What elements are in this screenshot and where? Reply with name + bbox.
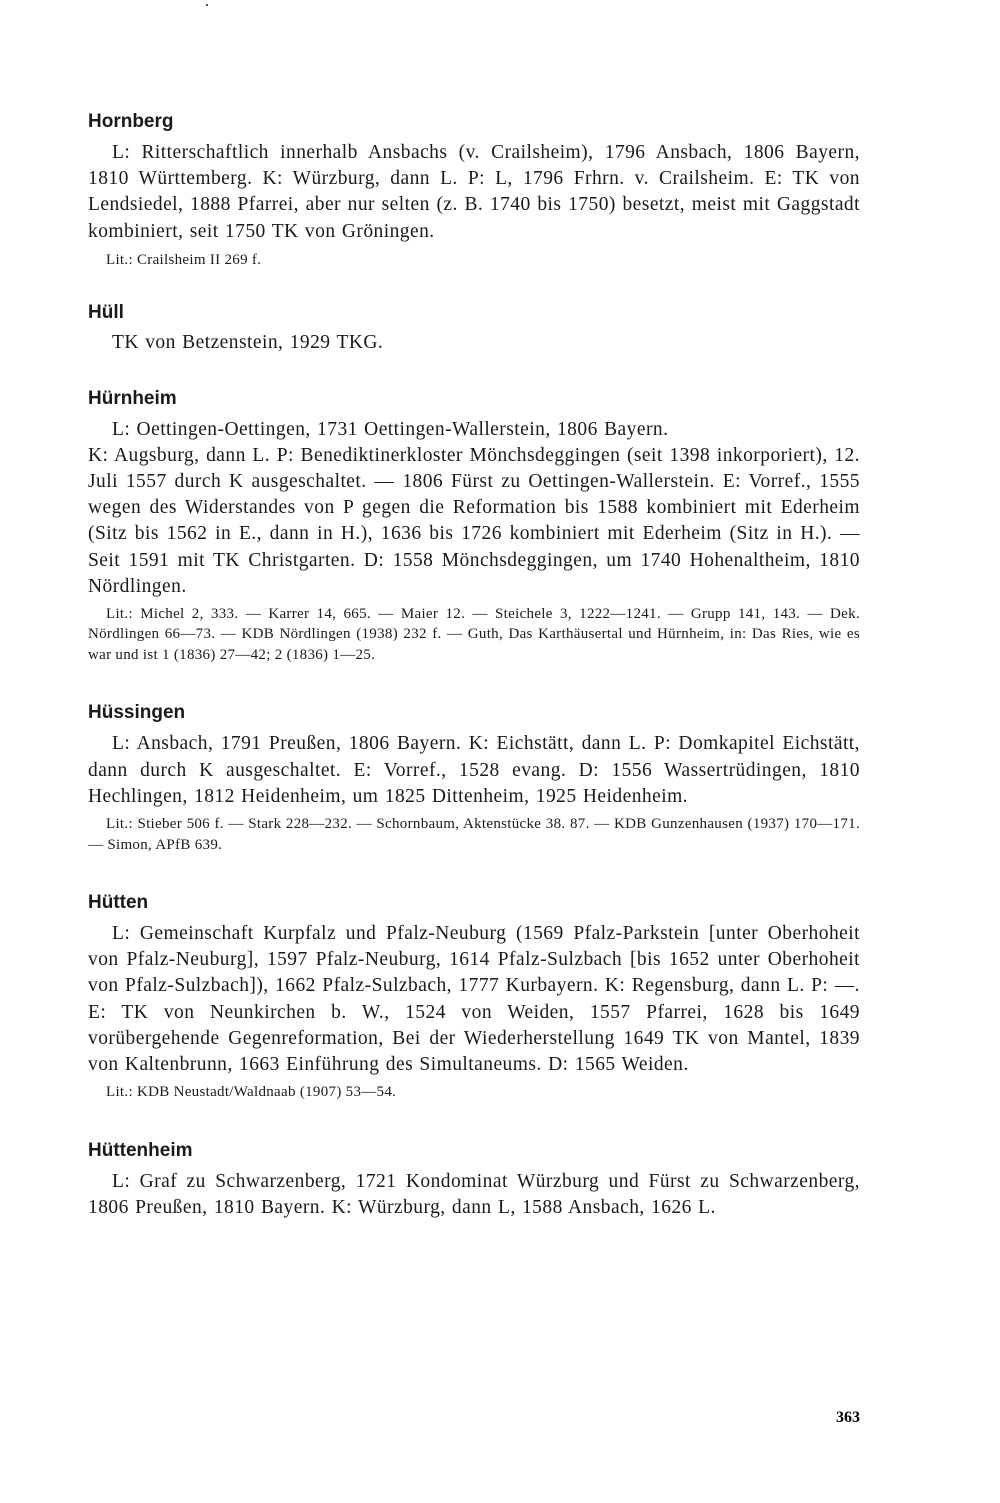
entry-text: L: Graf zu Schwarzenberg, 1721 Kondominat Würzburg und Fürst zu Schwarzenberg, 1806 Preußen, 1810 Bayern. K: Würzburg, dann L, 1588 Ansbach, 1626 L. (88, 1170, 860, 1218)
entry-title: Hürnheim (88, 387, 177, 409)
entry-huettenheim (88, 1137, 860, 1221)
entry-text: L: Ritterschaftlich innerhalb Ansbachs (v. Crailsheim), 1796 Ansbach, 1806 Bayern, 1810 Württemberg. K: Würzburg, dann L. P: L, 1796 Frhrn. v. Crailsheim. E: TK von Lendsiedel, 1888 Pfarrei, aber nur selten (z. B. 1740 bis 1750) besetzt, meist mit Gaggstadt kombiniert, seit 1750 TK von Gröningen. (88, 142, 860, 242)
entry-huetten (88, 889, 860, 1103)
entry-literature: Lit.: KDB Neustadt/Waldnaab (1907) 53—54. (106, 1084, 397, 1101)
entry-literature: Lit.: Stieber 506 f. — Stark 228—232. — Schornbaum, Aktenstücke 38. 87. — KDB Gunzenhausen (1937) 170—171. — Simon, APfB 639. (88, 816, 860, 853)
entry-hornberg (88, 108, 860, 270)
entry-text: L: Gemeinschaft Kurpfalz und Pfalz-Neuburg (1569 Pfalz-Parkstein [unter Oberhoheit von Pfalz-Neuburg], 1597 Pfalz-Neuburg, 1614 Pfalz-Sulzbach [bis 1652 unter Oberhoheit von Pfalz-Sulzbach]), 1662 Pfalz-Sulzbach, 1777 Kurbayern. K: Regensburg, dann L. P: —. E: TK von Neunkirchen b. W., 1524 von Weiden, 1557 Pfarrei, 1628 bis 1649 vorübergehende Gegenreformation, Bei der Wiederherstellung 1649 TK von Mantel, 1839 von Kaltenbrunn, 1663 Einführung des Simultaneums. D: 1565 Weiden. (88, 923, 860, 1076)
document-page (88, 108, 860, 1221)
entry-text: K: Augsburg, dann L. P: Benediktinerkloster Mönchsdeggingen (seit 1398 inkorporiert), 12. Juli 1557 durch K ausgeschaltet. — 1806 Fürst zu Oettingen-Wallerstein. E: Vorref., 1555 wegen des Widerstandes von P gegen die Reformation bis 1588 kombiniert mit Ederheim (Sitz bis 1562 in E., dann in H.), 1636 bis 1726 kombiniert mit Ederheim (Sitz in H.). — Seit 1591 mit TK Christgarten. D: 1558 Mönchsdeggingen, um 1740 Hohenaltheim, 1810 Nördlingen. (88, 444, 860, 597)
entry-title: Hüssingen (88, 702, 186, 724)
entry-title: Hütten (88, 892, 149, 914)
entry-title: Hüll (88, 302, 124, 324)
speck-mark (206, 4, 208, 6)
entry-huernheim (88, 385, 860, 666)
page-number: 363 (836, 1409, 860, 1426)
entry-huessingen (88, 699, 860, 855)
entry-huell (88, 299, 860, 356)
entry-text: L: Ansbach, 1791 Preußen, 1806 Bayern. K: Eichstätt, dann L. P: Domkapitel Eichstätt, dann durch K ausgeschaltet. E: Vorref., 1528 evang. D: 1556 Wassertrüdingen, 1810 Hechlingen, 1812 Heidenheim, um 1825 Dittenheim, 1925 Heidenheim. (88, 733, 860, 807)
entry-title: Hornberg (88, 111, 174, 132)
entry-title: Hüttenheim (88, 1139, 193, 1161)
entry-literature: Lit.: Crailsheim II 269 f. (106, 251, 262, 268)
entry-text: TK von Betzenstein, 1929 TKG. (112, 332, 384, 354)
entry-literature: Lit.: Michel 2, 333. — Karrer 14, 665. — Maier 12. — Steichele 3, 1222—1241. — Grupp 141, 143. — Dek. Nördlingen 66—73. — KDB Nördlingen (1938) 232 f. — Guth, Das Karthäusertal und Hürnheim, in: Das Ries, wie es war und ist 1 (1836) 27—42; 2 (1836) 1—25. (88, 605, 860, 663)
entry-text-first-line: L: Oettingen-Oettingen, 1731 Oettingen-Wallerstein, 1806 Bayern. (112, 418, 669, 440)
